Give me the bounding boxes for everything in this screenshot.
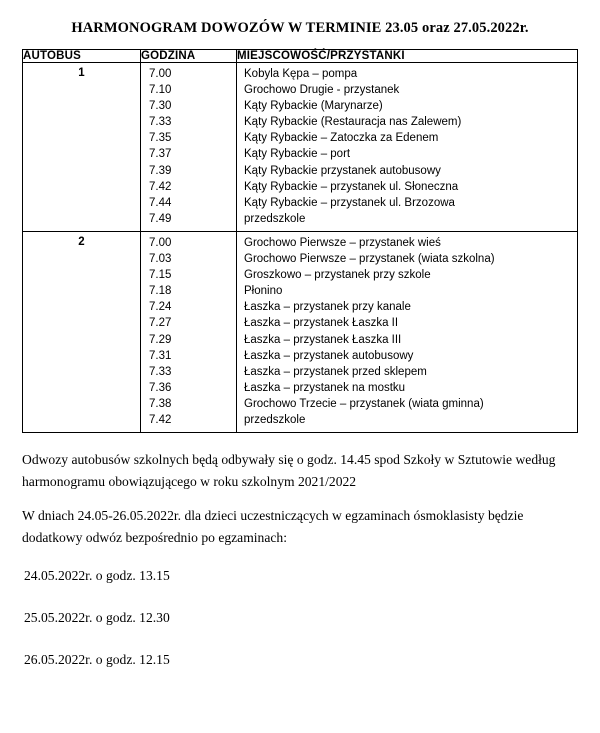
bus-number: 2 [23,231,141,432]
note-return-schedule: Odwozy autobusów szkolnych będą odbywały się o godz. 14.45 spod Szkoły w Sztutowie według harmonogramu obowiązującego w roku szkolnym 2021/2022 [22,452,556,490]
list-item: 7.42 [149,413,172,426]
times-list [141,232,236,432]
list-item: 7.33 [149,116,172,129]
list-item: 7.03 [149,253,172,266]
places-cell [237,231,578,432]
schedule-table [22,49,578,433]
list-item: Łaszka – przystanek Łaszka III [244,333,402,346]
places-cell [237,63,578,232]
list-item: 7.33 [149,365,172,378]
list-item: 7.15 [149,269,172,282]
list-item: Płonino [244,285,283,298]
notes-section [22,449,578,671]
column-header-time: GODZINA [141,50,237,63]
list-item: Kobyla Kępa – pompa [244,68,358,80]
list-item: Kąty Rybackie przystanek autobusowy [244,164,441,177]
list-item: 7.10 [149,84,172,97]
page-title: HARMONOGRAM DOWOZÓW W TERMINIE 23.05 oraz 27.05.2022r. [71,20,529,36]
note-exam-transport: W dniach 24.05-26.05.2022r. dla dzieci uczestniczących w egzaminach ósmoklasisty będzie dodatkowy odwóz bezpośrednio po egzaminach: [22,508,524,546]
list-item: Łaszka – przystanek przed sklepem [244,365,427,378]
times-cell [141,231,237,432]
list-item: 7.18 [149,285,172,298]
list-item: 7.31 [149,349,172,362]
list-item: Kąty Rybackie – port [244,148,351,161]
list-item: 7.24 [149,301,172,314]
times-cell [141,63,237,232]
exam-time-2: 25.05.2022r. o godz. 12.30 [24,610,170,626]
list-item: przedszkole [244,413,306,426]
column-header-place: MIEJSCOWOŚĆ/PRZYSTANKI [237,50,578,63]
table-row [23,63,578,232]
list-item: 7.37 [149,148,172,161]
list-item: 7.42 [149,180,172,193]
table-row [23,231,578,432]
list-item: przedszkole [244,212,306,225]
list-item: 7.00 [149,68,172,80]
exam-time-1: 24.05.2022r. o godz. 13.15 [24,568,170,584]
list-item: 7.39 [149,164,172,177]
list-item: 7.35 [149,132,172,145]
places-list [237,232,577,432]
list-item: 7.38 [149,397,172,410]
list-item: Łaszka – przystanek przy kanale [244,301,411,314]
times-list [141,63,236,231]
list-item: Kąty Rybackie (Restauracja nas Zalewem) [244,116,462,129]
list-item: Łaszka – przystanek na mostku [244,381,406,394]
table-body [23,63,578,433]
list-item: Grochowo Trzecie – przystanek (wiata gminna) [244,397,484,410]
list-item: Łaszka – przystanek autobusowy [244,349,414,362]
list-item: Łaszka – przystanek Łaszka II [244,317,399,330]
exam-time-3: 26.05.2022r. o godz. 12.15 [24,652,170,668]
places-list [237,63,577,231]
list-item: Groszkowo – przystanek przy szkole [244,269,431,282]
list-item: Kąty Rybackie – przystanek ul. Brzozowa [244,196,455,209]
list-item: Kąty Rybackie – Zatoczka za Edenem [244,132,439,145]
bus-number: 1 [23,63,141,232]
list-item: 7.27 [149,317,172,330]
list-item: 7.44 [149,196,172,209]
list-item: Grochowo Pierwsze – przystanek (wiata szkolna) [244,253,495,266]
list-item: 7.49 [149,212,172,225]
list-item: 7.36 [149,381,172,394]
column-header-bus: AUTOBUS [23,50,141,63]
list-item: 7.30 [149,100,172,113]
list-item: Kąty Rybackie – przystanek ul. Słoneczna [244,180,459,193]
list-item: Kąty Rybackie (Marynarze) [244,100,383,113]
list-item: 7.00 [149,236,172,249]
list-item: Grochowo Drugie - przystanek [244,84,400,97]
list-item: 7.29 [149,333,172,346]
table-header [23,50,578,63]
table-header-row [23,50,578,63]
list-item: Grochowo Pierwsze – przystanek wieś [244,236,441,249]
